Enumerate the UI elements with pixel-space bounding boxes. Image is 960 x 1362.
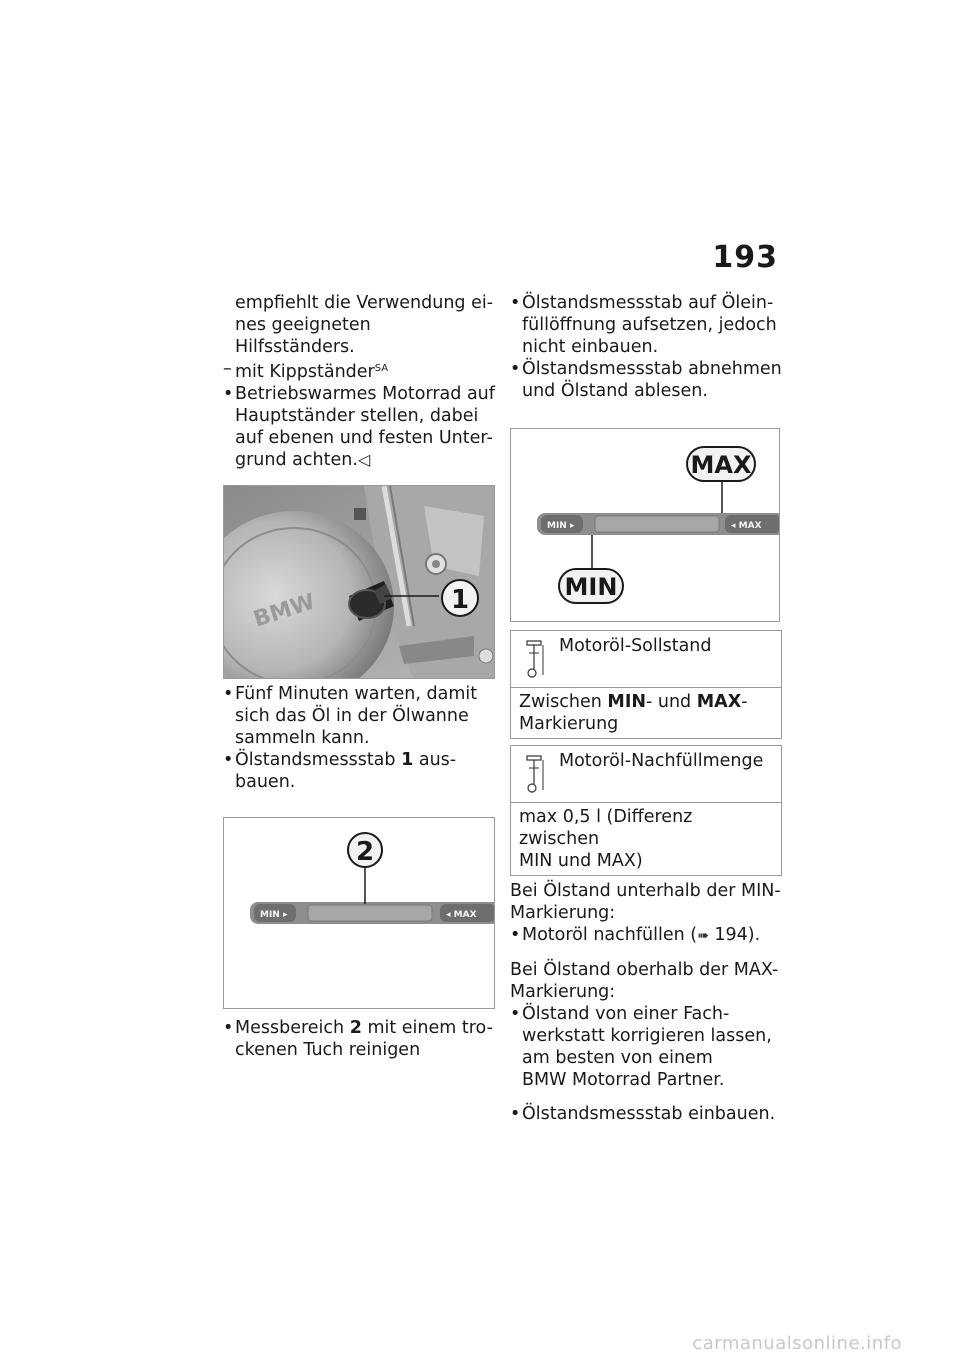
- text-line: • Ölstandsmessstab abnehmen: [522, 359, 782, 379]
- text-line: • Ölstandsmessstab einbauen.: [522, 1104, 776, 1124]
- oil-dipstick-icon: [511, 746, 559, 802]
- text-line: nes geeigneten Hilfsständers.: [235, 315, 371, 357]
- text-line: Bei Ölstand oberhalb der MAX-: [510, 960, 779, 980]
- text-line: Markierung: [519, 714, 619, 734]
- bullet-item: [510, 358, 782, 402]
- text-line: werkstatt korrigieren lassen,: [522, 1026, 772, 1046]
- text-line: Messbereich: [235, 1018, 350, 1038]
- text-line: -: [741, 692, 748, 712]
- min-mark-label: MIN ▸: [547, 521, 575, 531]
- spec-header: [511, 746, 781, 803]
- paragraph-below-min: [510, 880, 782, 924]
- text-line: und Ölstand ablesen.: [522, 381, 708, 401]
- text-line: ckenen Tuch reinigen: [235, 1040, 421, 1060]
- bullet-item: [223, 749, 495, 793]
- left-column: [223, 292, 495, 1061]
- min-ref: MIN: [607, 692, 646, 712]
- min-mark-label: MIN ▸: [260, 910, 288, 920]
- bullet-item: [510, 1003, 782, 1091]
- max-mark-label: ◂ MAX: [446, 910, 477, 920]
- callout-ref: 1: [401, 750, 414, 770]
- text-line: nicht einbauen.: [522, 337, 659, 357]
- text-line: • Ölstandsmessstab auf Ölein-: [522, 293, 774, 313]
- text-line: füllöffnung aufsetzen, jedoch: [522, 315, 777, 335]
- oil-dipstick-icon: [511, 631, 559, 687]
- max-callout: MAX: [690, 451, 752, 479]
- text-line: mit einem tro-: [361, 1018, 493, 1038]
- text-line: sammeln kann.: [235, 728, 370, 748]
- bullet-item: [223, 383, 495, 471]
- text-line: Markierung:: [510, 982, 616, 1002]
- text-line: empfiehlt die Verwendung ei-: [235, 293, 494, 313]
- text-line: - und: [646, 692, 697, 712]
- text-line: • Ölstand von einer Fach-: [522, 1004, 730, 1024]
- spec-box-sollstand: [510, 630, 782, 739]
- text-line: max 0,5 l (Differenz zwischen: [519, 807, 693, 849]
- text-line: mit Kippständer: [235, 362, 375, 382]
- bullet-item: [510, 1103, 782, 1125]
- spec-title: Motoröl-Nachfüllmenge: [559, 751, 764, 771]
- text-line: aus-: [413, 750, 457, 770]
- dipstick-illustration: [224, 818, 495, 1009]
- text-line: Markierung:: [510, 903, 616, 923]
- sa-superscript: SA: [374, 363, 389, 374]
- callout-ref: 2: [349, 1018, 362, 1038]
- end-mark-icon: ◁: [357, 450, 371, 469]
- spec-value: [511, 803, 781, 875]
- callout-number-1: 1: [450, 585, 470, 615]
- right-column: [510, 292, 782, 1125]
- text-line: BMW Motorrad Partner.: [522, 1070, 725, 1090]
- text-line: Hauptständer stellen, dabei: [235, 406, 479, 426]
- page-number: 193: [712, 240, 778, 275]
- text-line: sich das Öl in der Ölwanne: [235, 706, 469, 726]
- text-line: Zwischen: [519, 692, 608, 712]
- bullet-item: [223, 683, 495, 749]
- paragraph-above-max: [510, 959, 782, 1003]
- bullet-item: [510, 924, 782, 947]
- dash-item-kippstaender: [223, 358, 495, 383]
- text-line: grund achten.: [235, 450, 358, 470]
- engine-photo-illustration: [224, 486, 495, 679]
- min-callout: MIN: [564, 573, 618, 601]
- callout-number-2: 2: [355, 837, 375, 867]
- engine-photo-figure: [223, 485, 495, 679]
- page-ref-arrow-icon: ➠: [697, 928, 709, 944]
- dipstick-minmax-illustration: [511, 429, 780, 622]
- spec-box-nachfuellmenge: [510, 745, 782, 876]
- dipstick-measure-figure: [223, 817, 495, 1009]
- max-ref: MAX: [696, 692, 742, 712]
- text-line: Motoröl nachfüllen (: [522, 925, 698, 945]
- text-line: Ölstandsmessstab: [235, 750, 402, 770]
- spec-title: Motoröl-Sollstand: [559, 636, 712, 656]
- watermark: carmanualsonline.info: [692, 1333, 902, 1354]
- text-line: • Fünf Minuten warten, damit: [235, 684, 478, 704]
- dipstick-minmax-figure: [510, 428, 780, 622]
- spec-value: [511, 688, 781, 738]
- bullet-item: [223, 1017, 495, 1061]
- spec-header: [511, 631, 781, 688]
- text-line: • Betriebswarmes Motorrad auf: [235, 384, 495, 404]
- text-line: Bei Ölstand unterhalb der MIN-: [510, 881, 781, 901]
- text-line: MIN und MAX): [519, 851, 643, 871]
- text-line: auf ebenen und festen Unter-: [235, 428, 493, 448]
- max-mark-label: ◂ MAX: [731, 521, 762, 531]
- text-line: bauen.: [235, 772, 296, 792]
- bullet-item: [510, 292, 782, 358]
- intro-text: [223, 292, 495, 358]
- page-ref-link[interactable]: 194).: [708, 925, 761, 945]
- text-line: am besten von einem: [522, 1048, 713, 1068]
- bmw-embossed-logo: BMW: [250, 589, 319, 633]
